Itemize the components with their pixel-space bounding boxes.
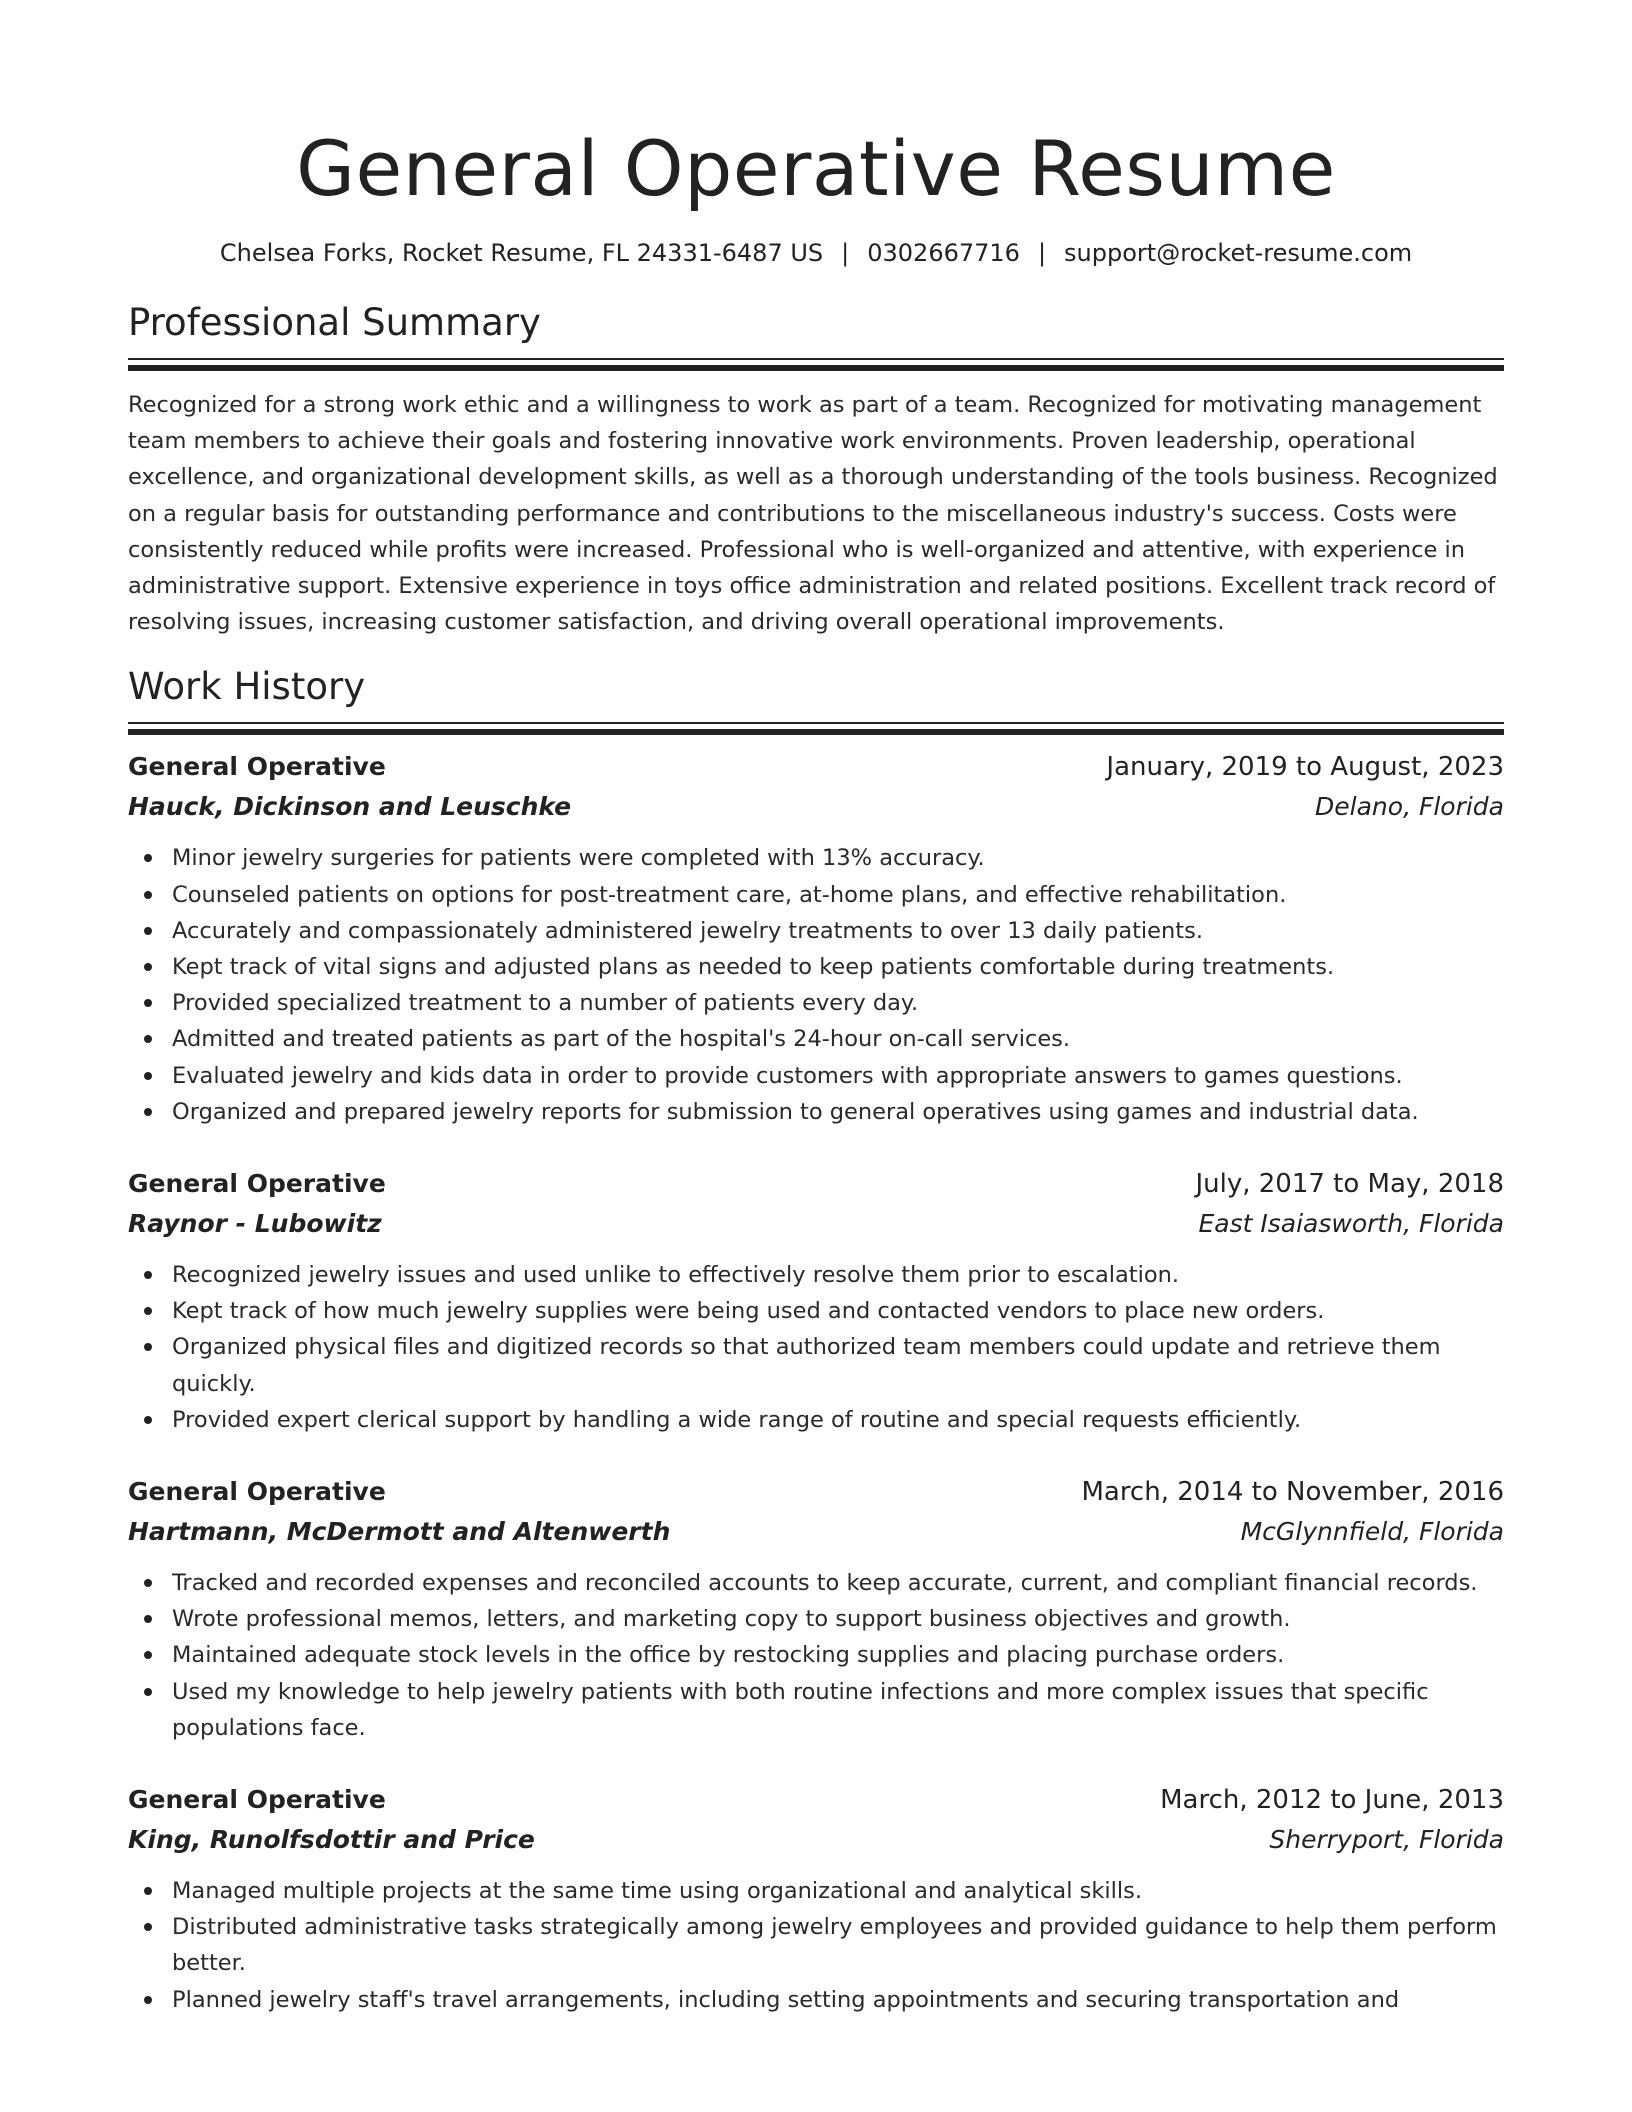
job-bullet: Planned jewelry staff's travel arrangements, including setting appointments and securing transportation and [172, 1982, 1504, 2018]
job-entry [128, 1780, 1504, 2018]
job-company: Hauck, Dickinson and Leuschke [128, 792, 572, 822]
job-company-row [128, 1204, 1504, 1243]
work-history-heading: Work History [128, 665, 366, 709]
contact-separator: | [1037, 239, 1047, 267]
job-entry [128, 1164, 1504, 1438]
job-location: McGlynnfield, Florida [1240, 1517, 1504, 1547]
job-dates: July, 2017 to May, 2018 [1195, 1169, 1504, 1200]
job-bullets [128, 1565, 1504, 1746]
contact-separator: | [841, 239, 850, 267]
section-divider [128, 358, 1504, 371]
job-bullets [128, 840, 1504, 1130]
section-divider [128, 722, 1504, 735]
job-bullet: Organized and prepared jewelry reports for submission to general operatives using games and industrial data. [172, 1094, 1504, 1130]
job-bullet: Accurately and compassionately administered jewelry treatments to over 13 daily patients. [172, 913, 1504, 949]
job-bullet: Minor jewelry surgeries for patients were completed with 13% accuracy. [172, 840, 1504, 876]
job-bullet: Provided specialized treatment to a number of patients every day. [172, 985, 1504, 1021]
job-bullet: Wrote professional memos, letters, and marketing copy to support business objectives and growth. [172, 1601, 1504, 1637]
job-bullet: Counseled patients on options for post-treatment care, at-home plans, and effective rehabilitation. [172, 877, 1504, 913]
job-bullet: Evaluated jewelry and kids data in order to provide customers with appropriate answers to games questions. [172, 1058, 1504, 1094]
job-location: Sherryport, Florida [1269, 1825, 1504, 1855]
contact-email: support@rocket-resume.com [1064, 239, 1413, 267]
job-dates: March, 2014 to November, 2016 [1081, 1477, 1504, 1508]
summary-heading: Professional Summary [128, 301, 541, 344]
contact-phone: 0302667716 [867, 239, 1020, 267]
job-header-row [128, 747, 1504, 787]
job-location: East Isaiasworth, Florida [1198, 1209, 1504, 1239]
job-bullet: Organized physical files and digitized records so that authorized team members could update and retrieve them quickly. [172, 1329, 1504, 1401]
job-list [128, 747, 1504, 2017]
job-title: General Operative [128, 1785, 386, 1815]
job-bullet: Maintained adequate stock levels in the office by restocking supplies and placing purchase orders. [172, 1637, 1504, 1673]
job-dates: January, 2019 to August, 2023 [1106, 752, 1504, 783]
job-company: King, Runolfsdottir and Price [128, 1825, 535, 1855]
job-title: General Operative [128, 752, 386, 782]
job-bullet: Provided expert clerical support by handling a wide range of routine and special requests efficiently. [172, 1402, 1504, 1438]
job-company-row [128, 787, 1504, 826]
contact-address: Chelsea Forks, Rocket Resume, FL 24331-6487 US [219, 239, 824, 267]
job-bullet: Recognized jewelry issues and used unlike to effectively resolve them prior to escalation. [172, 1257, 1504, 1293]
job-title: General Operative [128, 1169, 386, 1199]
job-bullet: Admitted and treated patients as part of the hospital's 24-hour on-call services. [172, 1021, 1504, 1057]
job-bullets [128, 1873, 1504, 2018]
job-title: General Operative [128, 1477, 386, 1507]
job-bullet: Kept track of how much jewelry supplies were being used and contacted vendors to place new orders. [172, 1293, 1504, 1329]
job-entry [128, 1472, 1504, 1746]
job-company: Hartmann, McDermott and Altenwerth [128, 1517, 671, 1547]
job-header-row [128, 1780, 1504, 1820]
job-company: Raynor - Lubowitz [128, 1209, 382, 1239]
job-bullet: Kept track of vital signs and adjusted plans as needed to keep patients comfortable during treatments. [172, 949, 1504, 985]
resume-title: General Operative Resume [296, 124, 1336, 213]
job-bullets [128, 1257, 1504, 1438]
job-location: Delano, Florida [1315, 792, 1504, 822]
summary-text: Recognized for a strong work ethic and a willingness to work as part of a team. Recognized for motivating management team members to achieve their goals and fostering innovative work environments. Proven leadership, operational excellence, and organizational development skills, as well as a thorough understanding of the tools business. Recognized on a regular basis for outstanding performance and contributions to the miscellaneous industry's success. Costs were consistently reduced while profits were increased. Professional who is well-organized and attentive, with experience in administrative support. Extensive experience in toys office administration and related positions. Excellent track record of resolving issues, increasing customer satisfaction, and driving overall operational improvements. [128, 392, 1498, 636]
job-company-row [128, 1512, 1504, 1551]
job-header-row [128, 1472, 1504, 1512]
job-bullet: Tracked and recorded expenses and reconciled accounts to keep accurate, current, and compliant financial records. [172, 1565, 1504, 1601]
job-entry [128, 747, 1504, 1130]
job-bullet: Distributed administrative tasks strategically among jewelry employees and provided guidance to help them perform better. [172, 1909, 1504, 1981]
job-bullet: Used my knowledge to help jewelry patients with both routine infections and more complex issues that specific populations face. [172, 1674, 1504, 1746]
resume-page [128, 0, 1504, 2018]
job-bullet: Managed multiple projects at the same time using organizational and analytical skills. [172, 1873, 1504, 1909]
contact-line [128, 238, 1504, 268]
job-header-row [128, 1164, 1504, 1204]
job-dates: March, 2012 to June, 2013 [1160, 1785, 1504, 1816]
job-company-row [128, 1820, 1504, 1859]
